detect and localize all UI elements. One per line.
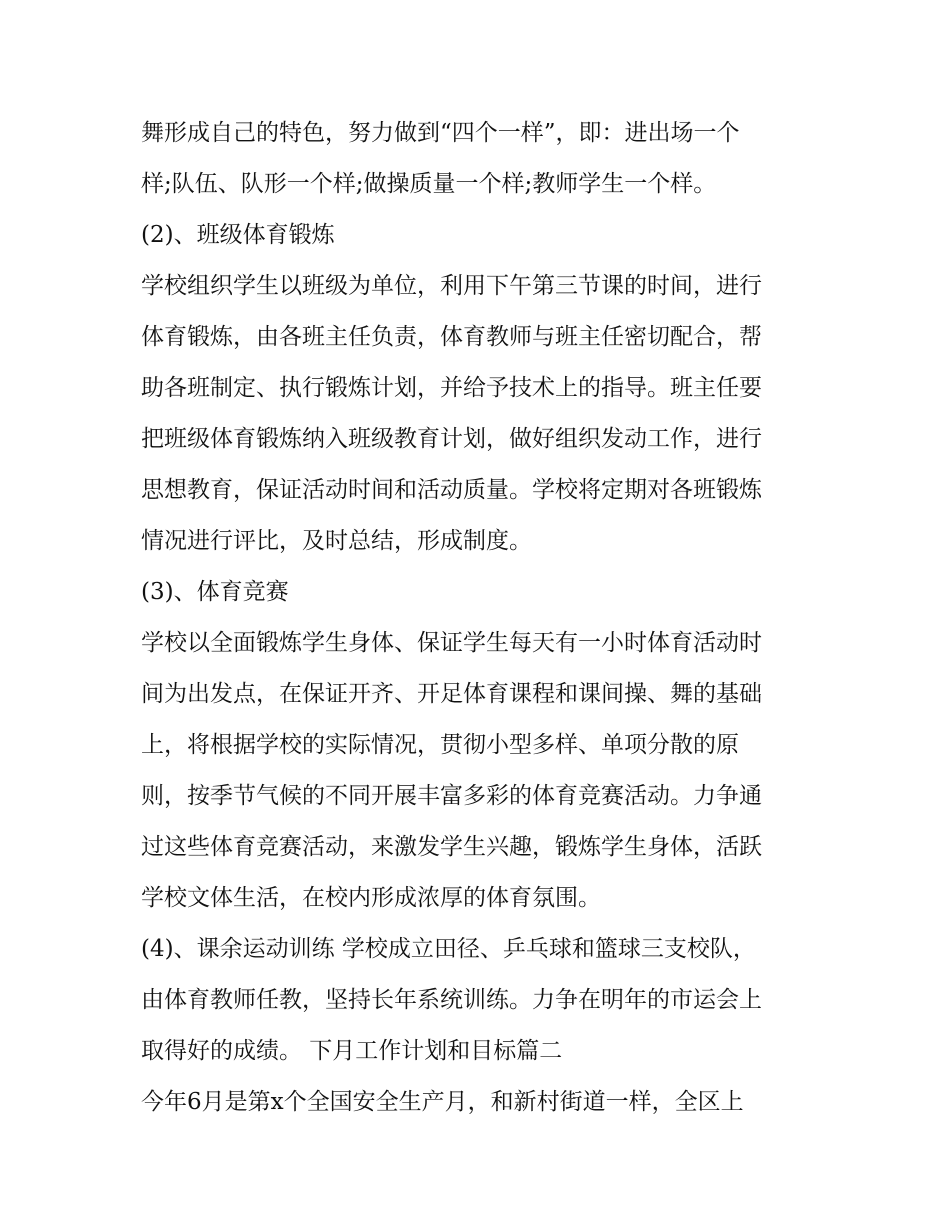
text-line: 则，按季节气候的不同开展丰富多彩的体育竞赛活动。力争通 <box>141 783 762 809</box>
text-line: 学校文体生活，在校内形成浓厚的体育氛围。 <box>141 885 601 911</box>
text-line: 由体育教师任教，坚持长年系统训练。力争在明年的市运会上 <box>141 987 762 1013</box>
section-heading: (4)、课余运动训练 学校成立田径、乒乓球和篮球三支校队， <box>141 936 756 962</box>
text-line: 上，将根据学校的实际情况，贯彻小型多样、单项分散的原 <box>141 732 739 758</box>
document-body <box>141 108 821 1128</box>
text-line: 助各班制定、执行锻炼计划，并给予技术上的指导。班主任要 <box>141 375 762 401</box>
text-line: 过这些体育竞赛活动，来激发学生兴趣，锻炼学生身体，活跃 <box>141 834 762 860</box>
text-line: 情况进行评比，及时总结，形成制度。 <box>141 528 532 554</box>
text-line: 间为出发点，在保证开齐、开足体育课程和课间操、舞的基础 <box>141 681 762 707</box>
text-line: 样;队伍、队形一个样;做操质量一个样;教师学生一个样。 <box>141 171 717 197</box>
section-heading: (3)、体育竞赛 <box>141 579 289 605</box>
text-line: 把班级体育锻炼纳入班级教育计划，做好组织发动工作，进行 <box>141 426 762 452</box>
text-line: 思想教育，保证活动时间和活动质量。学校将定期对各班锻炼 <box>141 477 762 503</box>
text-line: 舞形成自己的特色，努力做到“四个一样”，即：进出场一个 <box>141 120 740 146</box>
text-line: 取得好的成绩。 下月工作计划和目标篇二 <box>141 1038 563 1064</box>
text-line: 学校以全面锻炼学生身体、保证学生每天有一小时体育活动时 <box>141 630 762 656</box>
text-line: 今年6月是第x个全国安全生产月，和新村街道一样，全区上 <box>141 1089 744 1115</box>
text-line: 体育锻炼，由各班主任负责，体育教师与班主任密切配合，帮 <box>141 324 762 350</box>
text-line: 学校组织学生以班级为单位，利用下午第三节课的时间，进行 <box>141 273 762 299</box>
section-heading: (2)、班级体育锻炼 <box>141 222 335 248</box>
